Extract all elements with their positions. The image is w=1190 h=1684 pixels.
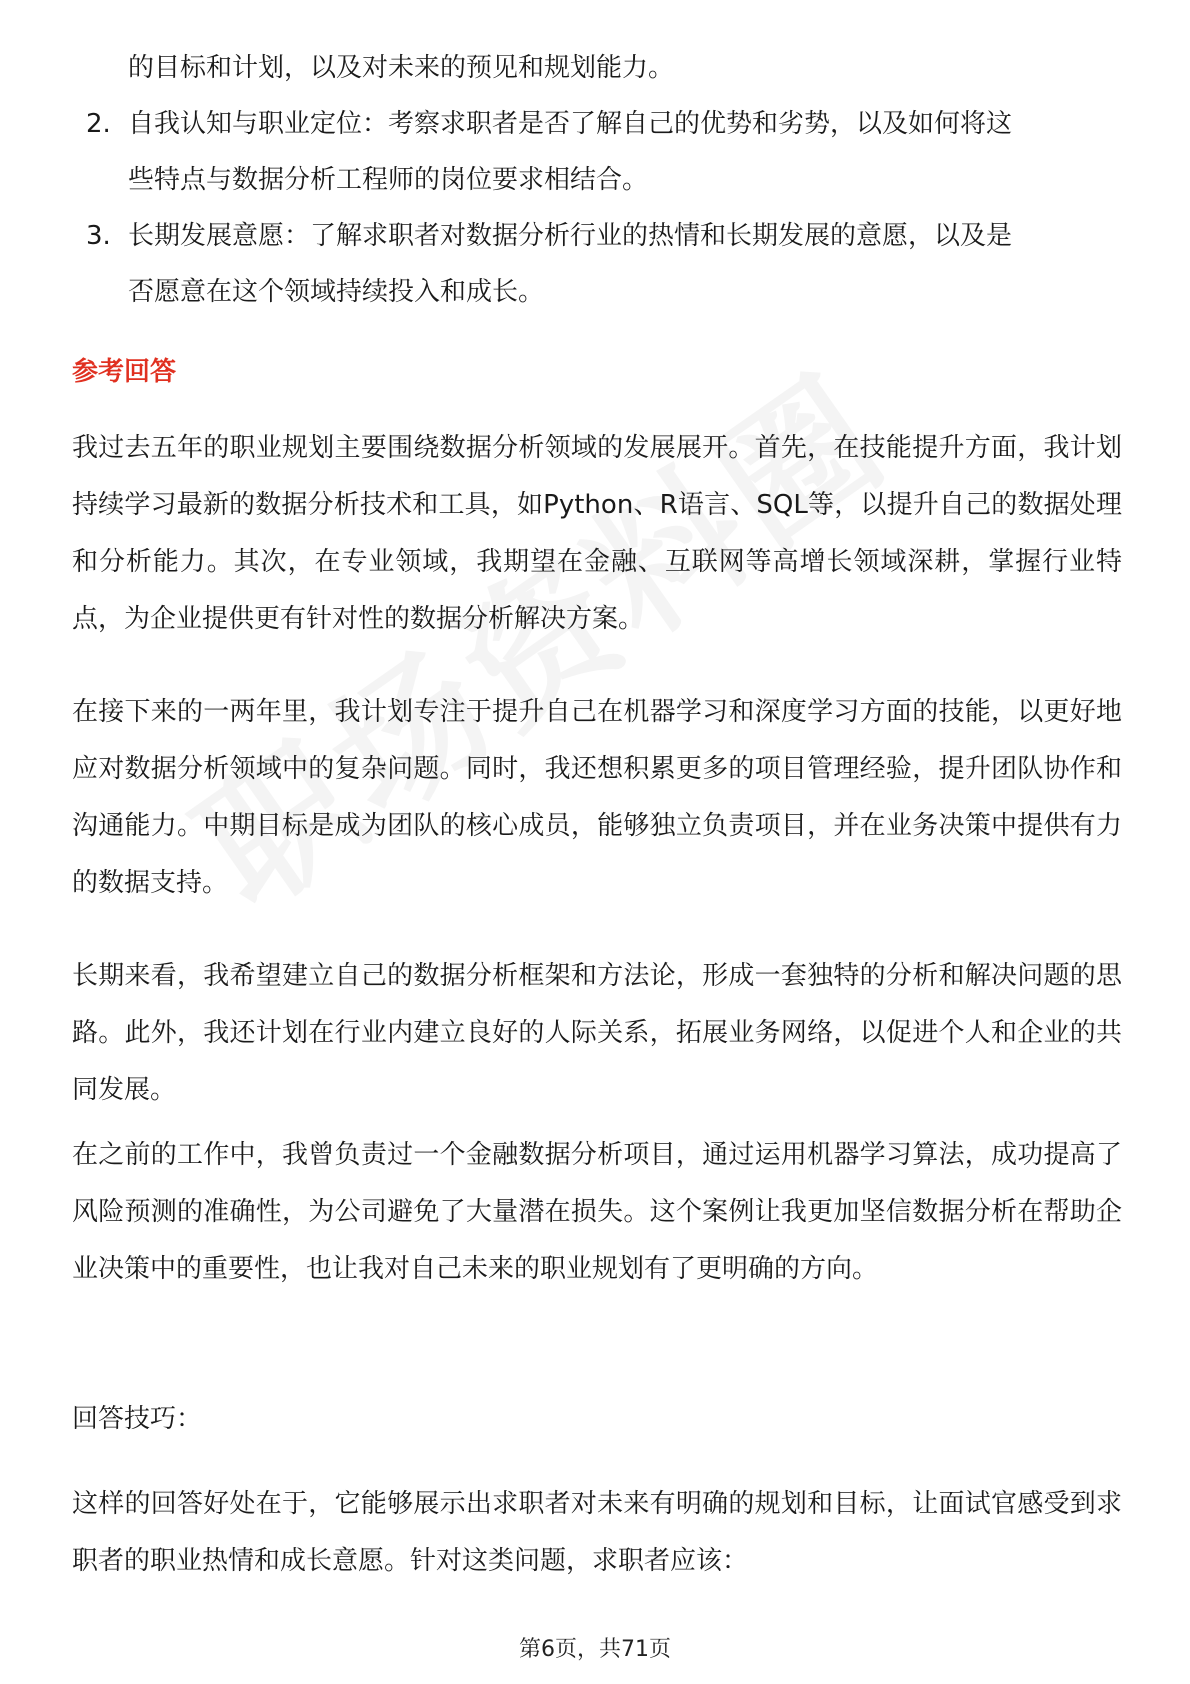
list-item-line: 否愿意在这个领域持续投入和成长。	[128, 277, 545, 307]
list-item-number: 2.	[86, 109, 111, 139]
list-item-line: 些特点与数据分析工程师的岗位要求相结合。	[128, 165, 649, 195]
page-number-footer: 第6页，共71页	[519, 1637, 671, 1662]
answer-paragraph: 长期来看，我希望建立自己的数据分析框架和方法论，形成一套独特的分析和解决问题的思路。此外，我还计划在行业内建立良好的人际关系，拓展业务网络，以促进个人和企业的共同发展。	[72, 961, 1122, 1105]
list-item	[72, 208, 1122, 320]
criteria-list	[72, 40, 1122, 320]
list-item	[72, 96, 1122, 208]
answer-paragraph: 我过去五年的职业规划主要围绕数据分析领域的发展展开。首先，在技能提升方面，我计划持续学习最新的数据分析技术和工具，如Python、R语言、SQL等，以提升自己的数据处理和分析能力。其次，在专业领域，我期望在金融、互联网等高增长领域深耕，掌握行业特点，为企业提供更有针对性的数据分析解决方案。	[72, 433, 1122, 634]
list-item-text	[128, 96, 1012, 208]
list-intro-continuation: 的目标和计划，以及对未来的预见和规划能力。	[128, 53, 675, 83]
answer-paragraph: 在接下来的一两年里，我计划专注于提升自己在机器学习和深度学习方面的技能，以更好地应对数据分析领域中的复杂问题。同时，我还想积累更多的项目管理经验，提升团队协作和沟通能力。中期目标是成为团队的核心成员，能够独立负责项目，并在业务决策中提供有力的数据支持。	[72, 697, 1122, 898]
tips-paragraph: 这样的回答好处在于，它能够展示出求职者对未来有明确的规划和目标，让面试官感受到求职者的职业热情和成长意愿。针对这类问题，求职者应该：	[72, 1489, 1122, 1576]
list-item-number: 3.	[86, 221, 111, 251]
list-item-text	[128, 208, 1012, 320]
list-item-line: 自我认知与职业定位：考察求职者是否了解自己的优势和劣势，以及如何将这	[128, 109, 1013, 139]
tips-heading: 回答技巧：	[72, 1404, 203, 1434]
list-item-line: 长期发展意愿：了解求职者对数据分析行业的热情和长期发展的意愿，以及是	[128, 221, 1013, 251]
section-heading: 参考回答	[72, 357, 177, 387]
answer-paragraph: 在之前的工作中，我曾负责过一个金融数据分析项目，通过运用机器学习算法，成功提高了风险预测的准确性，为公司避免了大量潜在损失。这个案例让我更加坚信数据分析在帮助企业决策中的重要性，也让我对自己未来的职业规划有了更明确的方向。	[72, 1140, 1122, 1284]
